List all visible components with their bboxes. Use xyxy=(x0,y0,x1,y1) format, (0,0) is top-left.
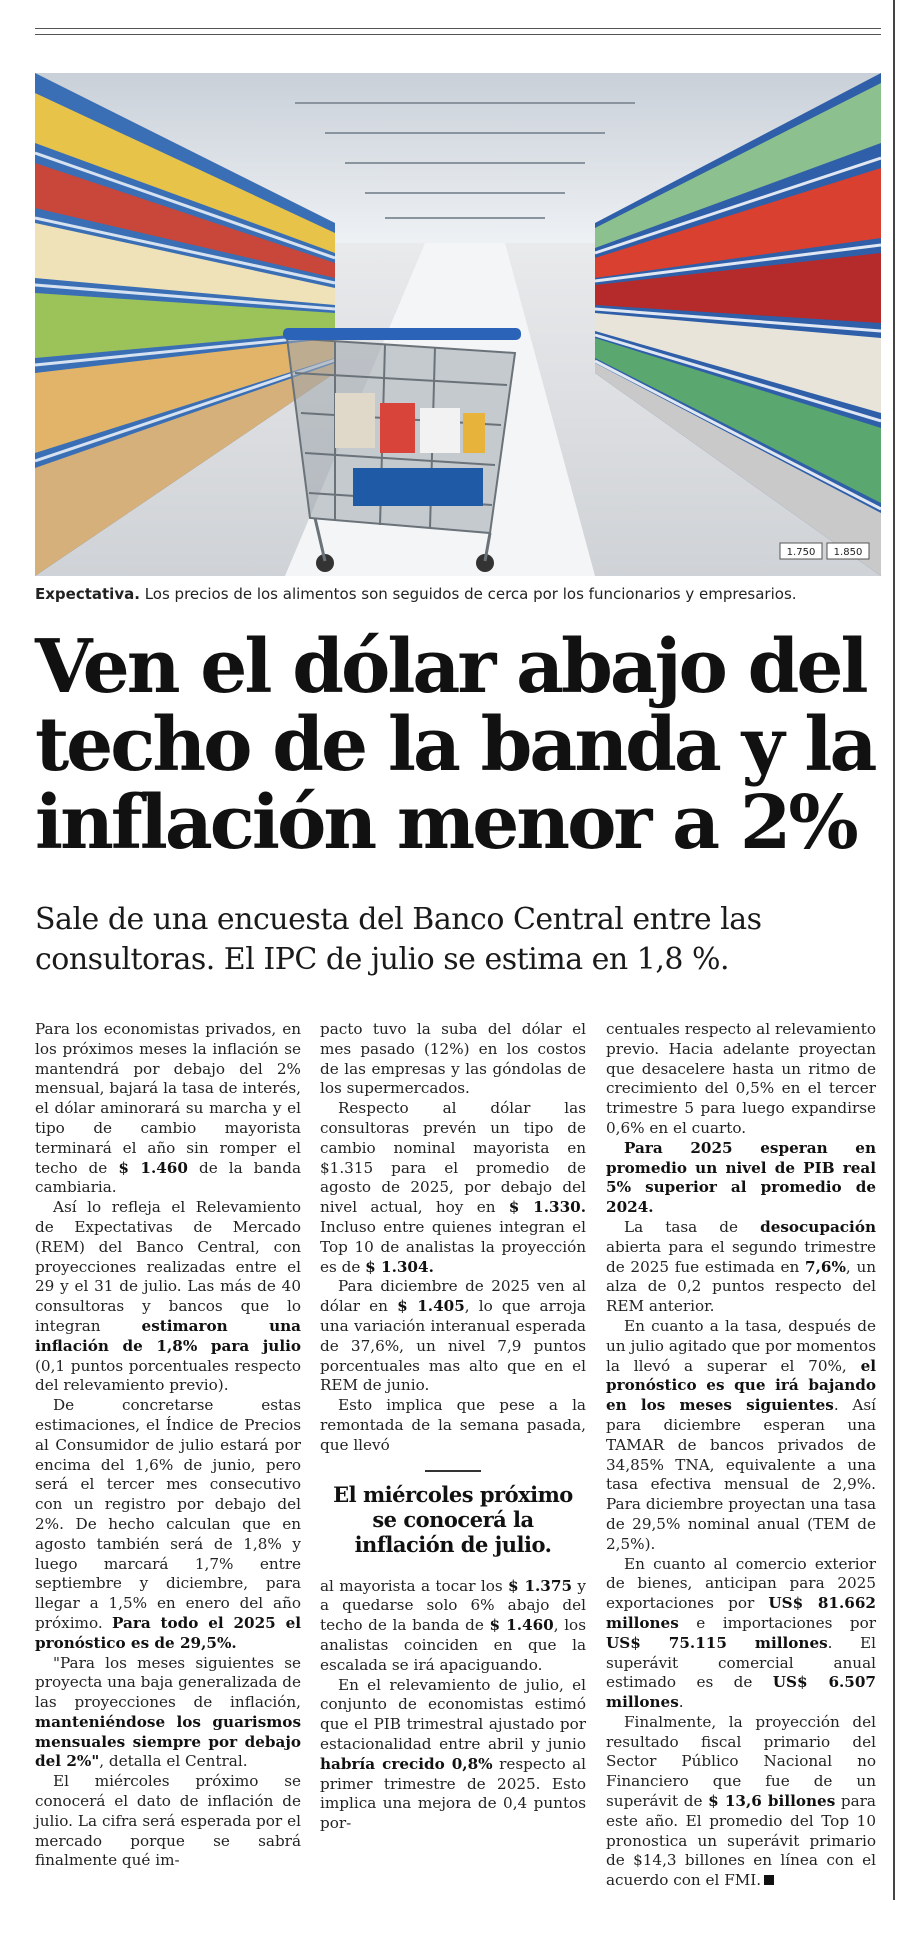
text: Así lo refleja el Relevamiento de Expectativas de Mercado (REM) del Banco Central, con proyecciones realizadas entre el 29 y el 31 de julio. Las más de 40 consultoras y bancos que lo integran xyxy=(35,1198,301,1335)
bold-text: desocupación xyxy=(760,1217,876,1236)
text: "Para los meses siguientes se proyecta una baja generalizada de las proyecciones de inflación, xyxy=(35,1653,301,1712)
text: e importaciones por xyxy=(678,1613,876,1632)
paragraph xyxy=(320,1099,586,1277)
column-divider xyxy=(893,0,895,1900)
photo-caption xyxy=(35,584,881,604)
text: (0,1 puntos porcentuales respecto del relevamiento previo). xyxy=(35,1356,301,1395)
paragraph xyxy=(35,1020,301,1198)
bold-text: US$ 75.115 millones xyxy=(606,1633,828,1652)
paragraph xyxy=(35,1772,301,1871)
text: y a quedarse solo 6% abajo del techo de la banda de xyxy=(320,1576,586,1635)
text: , lo que arroja una variación interanual esperada de 37,6%, un nivel 7,9 puntos porcentuales mas alto que en el REM de junio. xyxy=(320,1297,586,1395)
paragraph xyxy=(35,1654,301,1773)
text: . Así para diciembre esperan una TAMAR de bancos privados de 34,85% TNA, equivalente a una tasa efectiva mensual de 2,9%. Para diciembre proyectan una tasa de 29,5% nominal anual (TEM de 2,5%). xyxy=(606,1396,876,1553)
price-tag-1: 1.750 xyxy=(786,547,816,558)
text: El miércoles próximo se conocerá el dato de inflación de julio. La cifra será esperada por el mercado porque se sabrá finalmente qué im- xyxy=(35,1772,301,1870)
text: abierta para el segundo trimestre de 2025 fue estimada en xyxy=(606,1237,876,1276)
paragraph xyxy=(35,1198,301,1396)
text: En el relevamiento de julio, el conjunto de economistas estimó que el PIB trimestral ajustado por estacionalidad entre abril y junio xyxy=(320,1675,586,1753)
text: En cuanto al comercio exterior de bienes, anticipan para 2025 exportaciones por xyxy=(606,1554,876,1613)
paragraph xyxy=(320,1020,586,1099)
text: al mayorista a tocar los xyxy=(320,1576,509,1595)
text: La tasa de xyxy=(624,1217,761,1236)
article-column-1 xyxy=(35,1020,301,1871)
end-mark-icon xyxy=(764,1875,774,1885)
text: , detalla el Central. xyxy=(99,1752,248,1771)
paragraph xyxy=(320,1676,586,1834)
price-tag-2: 1.850 xyxy=(833,547,863,558)
bold-text: Para 2025 esperan en promedio un nivel de PIB real 5% superior al promedio de 2024. xyxy=(606,1138,876,1217)
headline-line-1: Ven el dólar abajo del xyxy=(35,624,866,710)
bold-text: 7,6% xyxy=(805,1257,846,1276)
bold-text: US$ 81.662 millones xyxy=(606,1594,876,1632)
top-rule-2 xyxy=(35,34,881,35)
bold-text: $ 1.375 xyxy=(508,1576,573,1595)
paragraph xyxy=(606,1139,876,1218)
bold-text: manteniéndose los guarismos mensuales siempre por debajo del 2%" xyxy=(35,1712,301,1771)
pull-quote-rule xyxy=(425,1470,481,1472)
text: Para los economistas privados, en los próximos meses la inflación se mantendrá por debajo del 2% mensual, bajará la tasa de interés, el dólar aminorará su marcha y el tipo de cambio mayorista terminará el año sin romper el techo de xyxy=(35,1020,301,1177)
bold-text: $ 13,6 billones xyxy=(708,1792,836,1811)
caption-text: Los precios de los alimentos son seguidos de cerca por los funcionarios y empresarios. xyxy=(139,585,797,603)
text: para este año. El promedio del Top 10 pronostica un superávit primario de $14,3 billones en línea con el acuerdo con el FMI. xyxy=(606,1792,876,1890)
text: De concretarse estas estimaciones, el Índice de Precios al Consumidor de julio estará por encima del 1,6% de junio, pero será el tercer mes consecutivo con un registro por debajo del 2%. De hecho calculan que en agosto también será de 1,8% y luego marcará 1,7% entre septiembre y diciembre, para llegar a 1,5% en enero del año próximo. xyxy=(35,1396,301,1632)
pull-quote xyxy=(320,1470,586,1557)
text: En cuanto a la tasa, después de un julio agitado que por momentos la llevó a superar el 70%, xyxy=(606,1316,876,1375)
headline-line-2: techo de la banda y la xyxy=(35,702,875,788)
bold-text: $ 1.330. xyxy=(508,1198,586,1217)
paragraph xyxy=(606,1317,876,1555)
text: Respecto al dólar las consultoras prevén un tipo de cambio nominal mayorista en $1.315 para el promedio de agosto de 2025, por debajo del nivel actual, hoy en xyxy=(320,1099,586,1217)
paragraph xyxy=(320,1396,586,1455)
article-column-2-top xyxy=(320,1020,586,1456)
text: de la banda cambiaria. xyxy=(35,1158,301,1197)
text: , los analistas coinciden en que la escalada se irá apaciguando. xyxy=(320,1616,586,1674)
top-rule xyxy=(35,28,881,29)
bold-text: $ 1.405 xyxy=(397,1297,465,1316)
bold-text: $ 1.304. xyxy=(365,1257,434,1276)
bold-text: $ 1.460 xyxy=(118,1158,188,1177)
bold-text: Para todo el 2025 el pronóstico es de 29,5%. xyxy=(35,1613,302,1652)
bold-text: $ 1.460 xyxy=(489,1616,554,1635)
headline-line-3: inflación menor a 2% xyxy=(35,780,856,866)
subhead-line-1: Sale de una encuesta del Banco Central entre las xyxy=(35,902,762,937)
headline xyxy=(35,624,875,866)
paragraph xyxy=(606,1218,876,1317)
text: respecto al primer trimestre de 2025. Esto implica una mejora de 0,4 puntos por- xyxy=(320,1754,586,1833)
pull-quote-text: El miércoles próximo se conocerá la inflación de julio. xyxy=(333,1481,573,1557)
text: , un alza de 0,2 puntos respecto del REM anterior. xyxy=(606,1257,877,1316)
paragraph xyxy=(320,1577,586,1676)
bold-text: el pronóstico es que irá bajando en los meses siguientes xyxy=(606,1356,876,1415)
article-column-2 xyxy=(320,1020,586,1834)
text: Finalmente, la proyección del resultado fiscal primario del Sector Público Nacional no Financiero que fue de un superávit de xyxy=(606,1712,876,1811)
text: . xyxy=(678,1693,684,1712)
article-column-2-bottom xyxy=(320,1577,586,1834)
bold-text: US$ 6.507 millones xyxy=(606,1673,877,1712)
text: Esto implica que pese a la remontada de la semana pasada, que llevó xyxy=(320,1396,586,1454)
paragraph xyxy=(320,1277,586,1396)
text: pacto tuvo la suba del dólar el mes pasado (12%) en los costos de las empresas y las góndolas de los supermercados. xyxy=(320,1020,586,1098)
text: Incluso entre quienes integran el Top 10 de analistas la proyección es de xyxy=(320,1217,586,1276)
paragraph xyxy=(606,1020,876,1139)
bold-text: habría crecido 0,8% xyxy=(320,1754,493,1773)
paragraph xyxy=(606,1713,876,1891)
supermarket-aisle-photo xyxy=(35,73,881,576)
subheadline xyxy=(35,900,875,980)
text: . El superávit comercial anual estimado es de xyxy=(606,1633,876,1692)
caption-label: Expectativa. xyxy=(35,585,140,603)
paragraph xyxy=(35,1396,301,1653)
subhead-line-2: consultoras. El IPC de julio se estima en 1,8 %. xyxy=(35,942,730,977)
text: Para diciembre de 2025 ven al dólar en xyxy=(320,1277,586,1316)
article-column-3 xyxy=(606,1020,876,1891)
bold-text: estimaron una inflación de 1,8% para julio xyxy=(35,1316,301,1355)
paragraph xyxy=(606,1555,876,1713)
text: centuales respecto al relevamiento previo. Hacia adelante proyectan que desacelere hasta un ritmo de crecimiento del 0,5% en el tercer trimestre 5 para luego expandirse 0,6% en el cuarto. xyxy=(606,1020,876,1137)
